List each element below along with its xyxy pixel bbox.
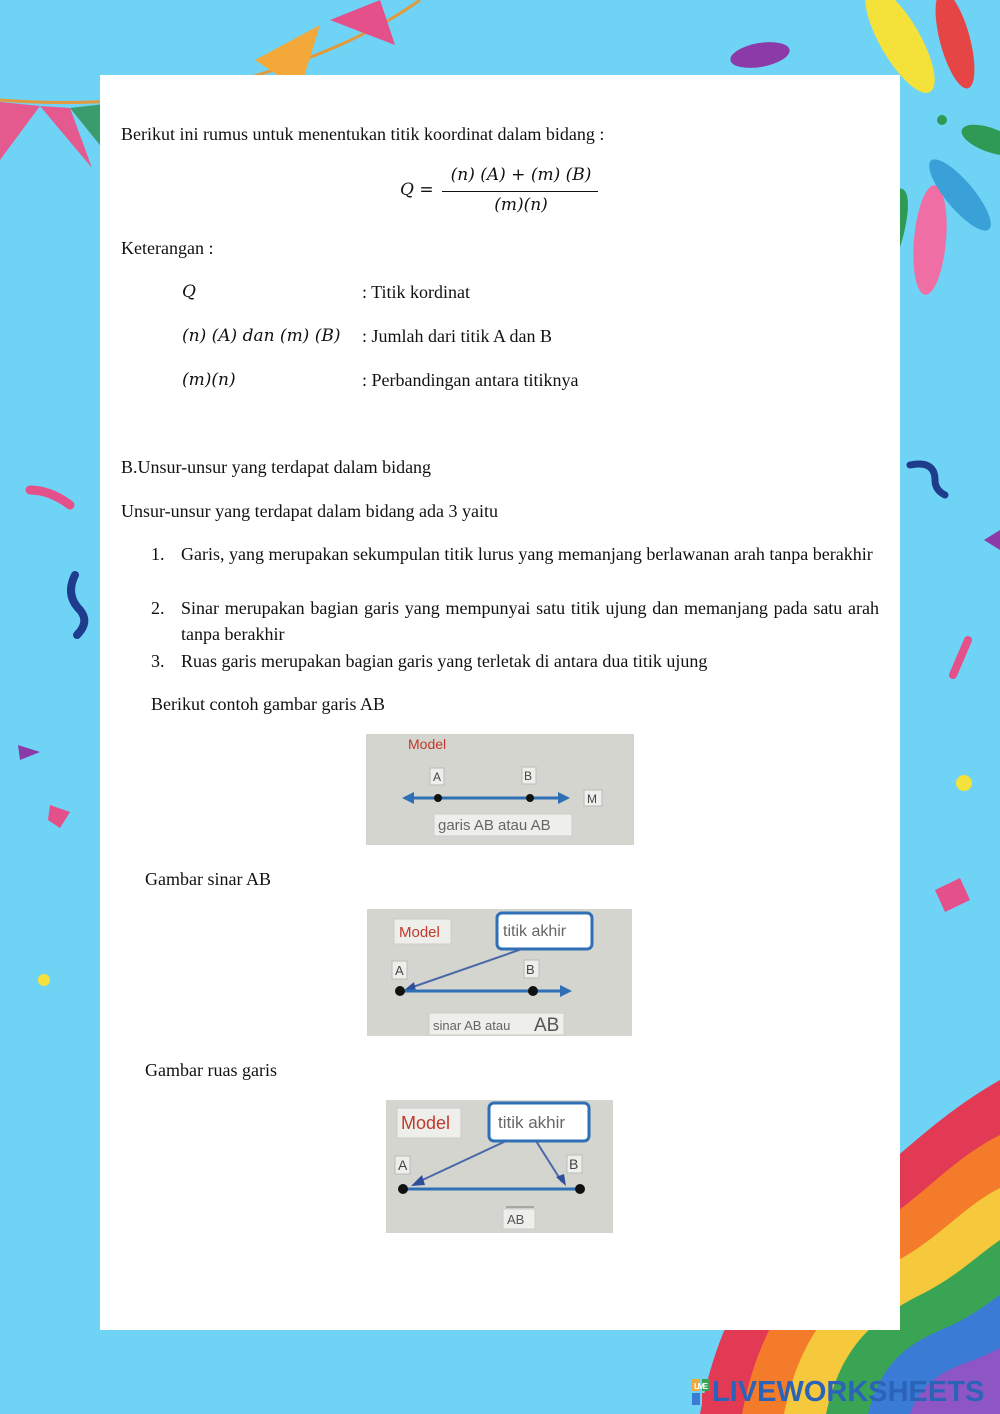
coordinate-formula	[400, 163, 605, 219]
caption-sinar: Gambar sinar AB	[145, 869, 271, 889]
ray-ab-diagram	[367, 909, 632, 1036]
list-item: Ruas garis merupakan bagian garis yang terletak di antara dua titik ujung	[181, 651, 708, 671]
keterangan-symbol: (n) (A) dan (m) (B)	[182, 326, 341, 346]
point-b-label: B	[526, 962, 535, 977]
arrow-right	[558, 792, 570, 804]
formula-numerator: (n) (A) + (m) (B)	[450, 165, 592, 185]
list-item: Garis, yang merupakan sekumpulan titik lurus yang memanjang berlawanan arah tanpa berakhir	[181, 544, 873, 564]
figure-ray-ab	[367, 909, 632, 1036]
point-m-label: M	[587, 792, 597, 806]
segment-ab-diagram	[386, 1100, 613, 1233]
caption-ruas: Gambar ruas garis	[145, 1060, 277, 1080]
keterangan-desc: : Perbandingan antara titiknya	[362, 370, 579, 390]
list-number: 1.	[151, 544, 165, 564]
section-b-title: B.Unsur-unsur yang terdapat dalam bidang	[121, 457, 432, 477]
formula-lhs: Q =	[400, 180, 434, 200]
figure-segment-ab	[386, 1100, 613, 1233]
badge-text: LIVE	[694, 1382, 708, 1391]
point-b	[528, 986, 538, 996]
model-label: Model	[399, 924, 440, 941]
segment-caption: AB	[507, 1212, 525, 1227]
intro-text: Berikut ini rumus untuk menentukan titik koordinat dalam bidang :	[121, 124, 605, 144]
arrow-left	[402, 792, 414, 804]
point-a	[398, 1184, 408, 1194]
keterangan-symbol: Q	[182, 282, 196, 302]
keterangan-symbol: (m)(n)	[182, 370, 236, 390]
keterangan-desc: : Jumlah dari titik A dan B	[362, 326, 552, 346]
liveworksheets-logo	[692, 1375, 992, 1409]
list-item: Sinar merupakan bagian garis yang mempunyai satu titik ujung dan memanjang pada satu arah tanpa berakhir	[181, 598, 879, 644]
figure-line-ab	[366, 734, 634, 845]
model-label: Model	[401, 1113, 451, 1133]
caption-garis: Berikut contoh gambar garis AB	[151, 694, 385, 714]
point-a-label: A	[433, 770, 442, 784]
section-b-intro: Unsur-unsur yang terdapat dalam bidang ada 3 yaitu	[121, 501, 499, 521]
watermark-text: LIVEWORKSHEETS	[712, 1376, 985, 1408]
point-b-label: B	[524, 769, 533, 783]
line-caption: garis AB atau AB	[438, 817, 551, 834]
point-a-label: A	[395, 963, 404, 978]
line-ab-diagram	[366, 734, 634, 845]
point-a	[434, 794, 442, 802]
point-a-label: A	[398, 1157, 408, 1173]
ray-caption: sinar AB atau	[433, 1018, 511, 1033]
callout-label: titik akhir	[498, 1113, 566, 1132]
point-b-label: B	[569, 1156, 579, 1172]
keterangan-title: Keterangan :	[121, 238, 214, 258]
keterangan-desc: : Titik kordinat	[362, 282, 471, 302]
callout-label: titik akhir	[503, 923, 567, 940]
point-b	[575, 1184, 585, 1194]
list-number: 2.	[151, 598, 165, 618]
model-label: Model	[408, 736, 447, 752]
formula-denominator: (m)(n)	[494, 195, 548, 215]
list-number: 3.	[151, 651, 165, 671]
ray-caption-symbol: AB	[534, 1015, 560, 1036]
arrow-right	[560, 985, 572, 997]
point-a	[395, 986, 405, 996]
point-b	[526, 794, 534, 802]
liveworksheets-badge-icon	[692, 1379, 710, 1405]
fraction-bar	[442, 191, 598, 192]
